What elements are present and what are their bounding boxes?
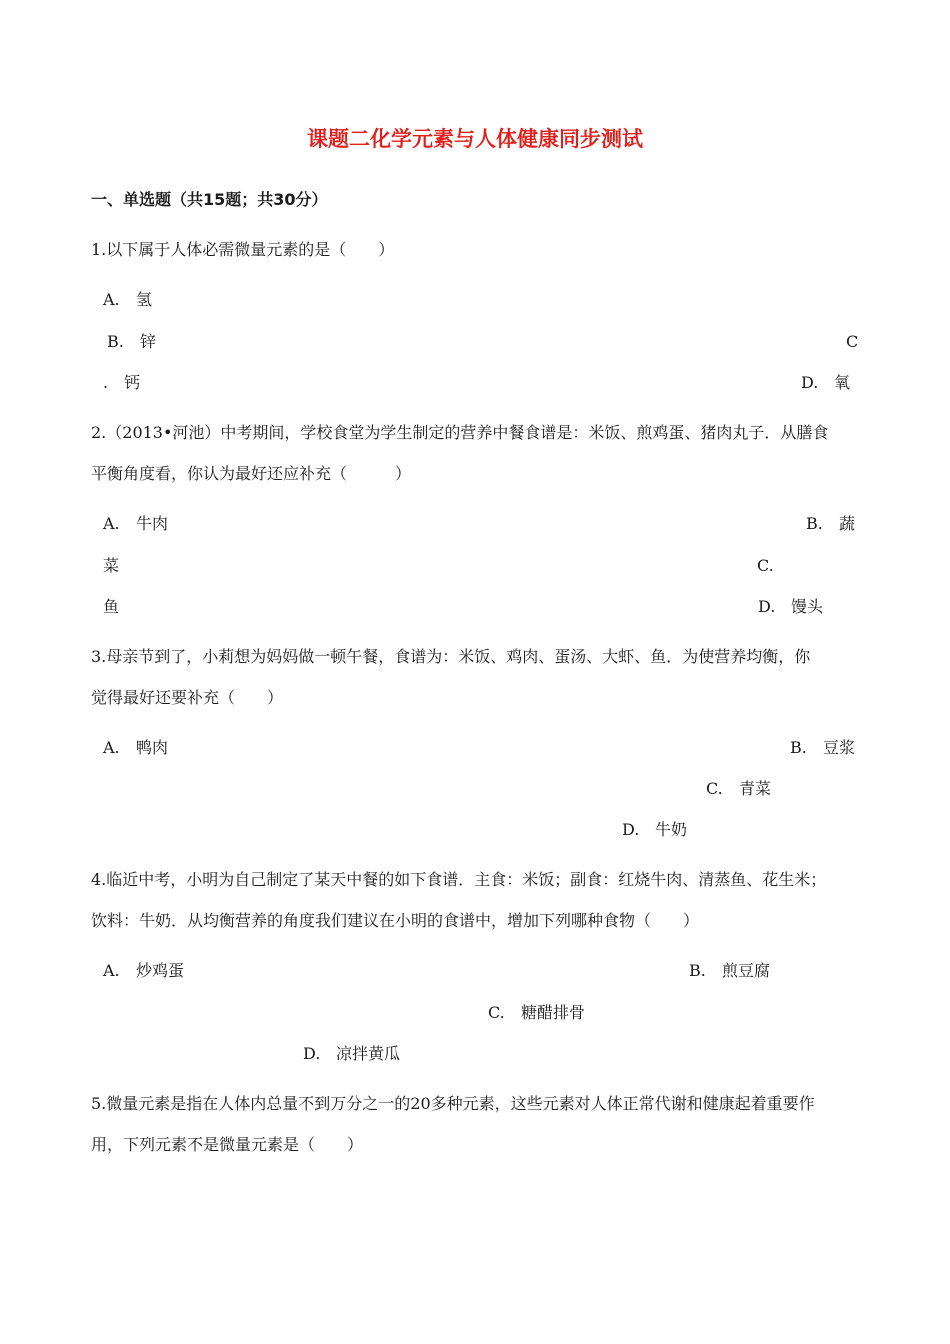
question-2-option-b[interactable] [806, 514, 855, 534]
question-3-option-b[interactable] [790, 738, 855, 758]
option-text: 凉拌黄瓜 [336, 1044, 401, 1063]
option-text: 锌 [140, 332, 157, 351]
question-2-option-c-text[interactable]: 鱼 [103, 597, 120, 616]
question-2-stem-line-2: 平衡角度看，你认为最好还应补充（ ） [91, 464, 412, 483]
question-5-stem-line-1: 5.微量元素是指在人体内总量不到万分之一的20多种元素，这些元素对人体正常代谢和健康起着重要作 [91, 1094, 815, 1113]
option-text: 蔬 [839, 514, 856, 533]
option-label: C. [706, 779, 723, 798]
question-5-stem-line-2: 用，下列元素不是微量元素是（ ） [91, 1135, 364, 1154]
question-1-option-c-label[interactable]: C [846, 332, 859, 351]
option-label: D. [622, 820, 640, 839]
question-4-option-b[interactable] [689, 961, 770, 981]
option-label: B. [689, 961, 706, 980]
document-title: 课题二化学元素与人体健康同步测试 [307, 127, 643, 151]
option-text: 氢 [136, 290, 153, 309]
question-3-option-c[interactable] [706, 779, 771, 799]
option-label: B. [107, 332, 124, 351]
question-4-option-c[interactable] [488, 1003, 585, 1023]
option-label: B. [790, 738, 807, 757]
question-3-option-d[interactable] [622, 820, 687, 840]
question-2-option-a[interactable] [103, 514, 168, 534]
option-text: 青菜 [739, 779, 772, 798]
question-1-option-c-text[interactable]: . 钙 [103, 373, 141, 392]
option-label: A. [103, 514, 120, 533]
option-label: A. [103, 961, 120, 980]
question-1-option-d[interactable] [801, 373, 850, 393]
question-1-stem: 1.以下属于人体必需微量元素的是（ ） [91, 240, 395, 259]
option-label: D. [801, 373, 819, 392]
option-label: C. [488, 1003, 505, 1022]
option-label: A. [103, 290, 120, 309]
option-text: 氧 [834, 373, 851, 392]
question-2-option-c-label[interactable]: C. [757, 556, 774, 575]
option-label: B. [806, 514, 823, 533]
question-1-option-b[interactable] [107, 332, 156, 352]
option-label: A. [103, 738, 120, 757]
question-4-option-a[interactable] [103, 961, 184, 981]
question-2-option-b-continued[interactable]: 菜 [103, 556, 120, 575]
question-4-stem-line-2: 饮料：牛奶．从均衡营养的角度我们建议在小明的食谱中，增加下列哪种食物（ ） [91, 911, 700, 930]
option-text: 豆浆 [823, 738, 856, 757]
section-heading: 一、单选题（共15题；共30分） [91, 190, 328, 209]
question-3-stem-line-2: 觉得最好还要补充（ ） [91, 688, 284, 707]
option-text: 牛奶 [655, 820, 688, 839]
question-4-option-d[interactable] [303, 1044, 400, 1064]
question-2-stem-line-1: 2.（2013•河池）中考期间，学校食堂为学生制定的营养中餐食谱是：米饭、煎鸡蛋、猪肉丸子．从膳食 [91, 423, 829, 442]
question-3-option-a[interactable] [103, 738, 168, 758]
question-4-stem-line-1: 4.临近中考，小明为自己制定了某天中餐的如下食谱．主食：米饭；副食：红烧牛肉、清蒸鱼、花生米； [91, 870, 827, 889]
option-text: 煎豆腐 [722, 961, 771, 980]
option-label: D. [758, 597, 776, 616]
option-text: 鸭肉 [136, 738, 169, 757]
option-text: 糖醋排骨 [521, 1003, 586, 1022]
option-text: 馒头 [791, 597, 824, 616]
question-2-option-d[interactable] [758, 597, 823, 617]
question-1-option-a[interactable] [103, 290, 152, 310]
question-3-stem-line-1: 3.母亲节到了，小莉想为妈妈做一顿午餐，食谱为：米饭、鸡肉、蛋汤、大虾、鱼．为使营养均衡，你 [91, 647, 811, 666]
option-label: D. [303, 1044, 321, 1063]
option-text: 炒鸡蛋 [136, 961, 185, 980]
option-text: 牛肉 [136, 514, 169, 533]
